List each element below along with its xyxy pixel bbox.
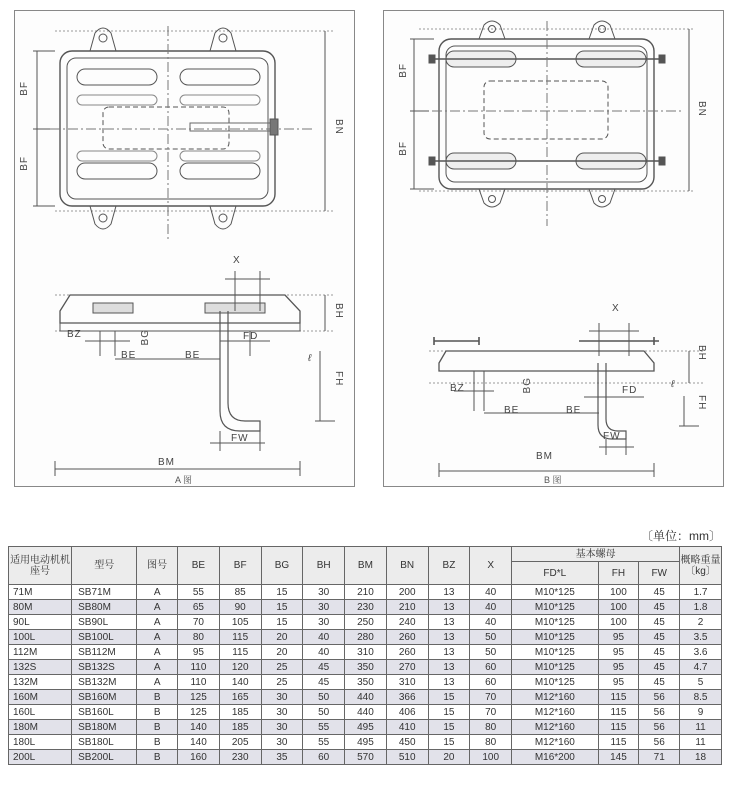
- cell-bg: 15: [261, 615, 303, 630]
- header-figure: 图号: [137, 547, 178, 585]
- cell-fdl: M10*125: [512, 615, 599, 630]
- label-bf-top: BF: [19, 81, 30, 96]
- cell-bm: 495: [345, 735, 387, 750]
- cell-bn: 450: [386, 735, 428, 750]
- cell-be: 70: [178, 615, 220, 630]
- label-bf-bottom: BF: [398, 141, 409, 156]
- table-row: [9, 675, 722, 690]
- cell-bf: 185: [219, 720, 261, 735]
- table-row: [9, 690, 722, 705]
- cell-frame: 90L: [9, 615, 72, 630]
- header-bg: BG: [261, 547, 303, 585]
- cell-bm: 350: [345, 675, 387, 690]
- cell-fw: 56: [639, 720, 680, 735]
- cell-bf: 165: [219, 690, 261, 705]
- label-x: X: [233, 255, 241, 266]
- cell-fw: 45: [639, 660, 680, 675]
- header-bz: BZ: [428, 547, 470, 585]
- cell-bm: 230: [345, 600, 387, 615]
- table-row: [9, 750, 722, 765]
- header-model: 型号: [72, 547, 137, 585]
- diagram-a-drawing: [15, 11, 354, 486]
- cell-be: 95: [178, 645, 220, 660]
- cell-figure: A: [137, 600, 178, 615]
- cell-bm: 350: [345, 660, 387, 675]
- table-row: [9, 645, 722, 660]
- cell-fdl: M12*160: [512, 735, 599, 750]
- caption-a: A 图: [175, 475, 193, 485]
- cell-fdl: M10*125: [512, 660, 599, 675]
- cell-bz: 13: [428, 585, 470, 600]
- label-bg: BG: [140, 329, 151, 346]
- cell-frame: 132M: [9, 675, 72, 690]
- cell-bm: 570: [345, 750, 387, 765]
- cell-frame: 160L: [9, 705, 72, 720]
- label-bm: BM: [158, 457, 175, 468]
- cell-frame: 100L: [9, 630, 72, 645]
- header-fh: FH: [598, 562, 639, 585]
- table-header: [9, 547, 722, 585]
- cell-fdl: M10*125: [512, 675, 599, 690]
- table-body: [9, 585, 722, 765]
- cell-frame: 132S: [9, 660, 72, 675]
- cell-weight: 2: [680, 615, 722, 630]
- cell-bf: 115: [219, 645, 261, 660]
- label-fw: FW: [603, 431, 621, 442]
- cell-weight: 9: [680, 705, 722, 720]
- cell-x: 40: [470, 615, 512, 630]
- cell-bm: 495: [345, 720, 387, 735]
- cell-weight: 18: [680, 750, 722, 765]
- cell-x: 40: [470, 600, 512, 615]
- table-row: [9, 705, 722, 720]
- header-weight: 概略重量〔kg〕: [680, 547, 722, 585]
- cell-bz: 13: [428, 630, 470, 645]
- label-x: X: [612, 303, 620, 314]
- cell-model: SB200L: [72, 750, 137, 765]
- cell-be: 160: [178, 750, 220, 765]
- cell-bz: 13: [428, 645, 470, 660]
- header-fdl: FD*L: [512, 562, 599, 585]
- label-bg: BG: [522, 377, 533, 394]
- cell-bg: 15: [261, 585, 303, 600]
- cell-bf: 120: [219, 660, 261, 675]
- cell-bn: 510: [386, 750, 428, 765]
- cell-fw: 45: [639, 645, 680, 660]
- cell-bf: 85: [219, 585, 261, 600]
- cell-bh: 45: [303, 675, 345, 690]
- cell-bg: 20: [261, 645, 303, 660]
- cell-frame: 71M: [9, 585, 72, 600]
- cell-bf: 185: [219, 705, 261, 720]
- cell-fh: 95: [598, 630, 639, 645]
- cell-model: SB100L: [72, 630, 137, 645]
- cell-bh: 50: [303, 690, 345, 705]
- cell-bz: 15: [428, 690, 470, 705]
- cell-figure: B: [137, 735, 178, 750]
- cell-figure: A: [137, 675, 178, 690]
- cell-bg: 30: [261, 690, 303, 705]
- cell-x: 50: [470, 630, 512, 645]
- label-be-1: BE: [504, 405, 520, 416]
- cell-weight: 8.5: [680, 690, 722, 705]
- cell-model: SB80M: [72, 600, 137, 615]
- cell-be: 140: [178, 720, 220, 735]
- cell-fh: 115: [598, 720, 639, 735]
- cell-bm: 440: [345, 705, 387, 720]
- cell-fh: 115: [598, 705, 639, 720]
- cell-x: 80: [470, 735, 512, 750]
- cell-figure: A: [137, 585, 178, 600]
- cell-be: 110: [178, 660, 220, 675]
- cell-bg: 30: [261, 705, 303, 720]
- cell-weight: 3.5: [680, 630, 722, 645]
- label-be-2: BE: [185, 350, 201, 361]
- cell-model: SB90L: [72, 615, 137, 630]
- cell-bn: 240: [386, 615, 428, 630]
- table-row: [9, 630, 722, 645]
- cell-figure: B: [137, 720, 178, 735]
- cell-frame: 200L: [9, 750, 72, 765]
- cell-fw: 56: [639, 705, 680, 720]
- cell-be: 80: [178, 630, 220, 645]
- table-row: [9, 720, 722, 735]
- cell-bz: 15: [428, 735, 470, 750]
- cell-bn: 200: [386, 585, 428, 600]
- cell-bf: 105: [219, 615, 261, 630]
- cell-model: SB180M: [72, 720, 137, 735]
- label-fd: FD: [622, 385, 638, 396]
- label-bh: BH: [696, 345, 707, 361]
- cell-bn: 410: [386, 720, 428, 735]
- header-be: BE: [178, 547, 220, 585]
- cell-figure: A: [137, 645, 178, 660]
- cell-fh: 95: [598, 645, 639, 660]
- cell-x: 60: [470, 675, 512, 690]
- cell-bn: 260: [386, 630, 428, 645]
- label-bf-top: BF: [398, 63, 409, 78]
- cell-bh: 30: [303, 585, 345, 600]
- cell-fdl: M10*125: [512, 585, 599, 600]
- cell-fw: 56: [639, 735, 680, 750]
- cell-be: 140: [178, 735, 220, 750]
- cell-fh: 115: [598, 735, 639, 750]
- cell-model: SB132S: [72, 660, 137, 675]
- cell-fh: 145: [598, 750, 639, 765]
- cell-bn: 406: [386, 705, 428, 720]
- label-l: ℓ: [308, 353, 313, 364]
- cell-frame: 160M: [9, 690, 72, 705]
- cell-x: 70: [470, 690, 512, 705]
- cell-frame: 180L: [9, 735, 72, 750]
- cell-fh: 100: [598, 600, 639, 615]
- cell-fh: 100: [598, 585, 639, 600]
- cell-bg: 25: [261, 675, 303, 690]
- cell-bh: 45: [303, 660, 345, 675]
- label-bn: BN: [333, 119, 344, 135]
- header-bf: BF: [219, 547, 261, 585]
- cell-bf: 205: [219, 735, 261, 750]
- table-row: [9, 600, 722, 615]
- header-bm: BM: [345, 547, 387, 585]
- diagram-b-drawing: [384, 11, 723, 486]
- diagram-a: [14, 10, 355, 487]
- label-bh: BH: [333, 303, 344, 319]
- cell-bz: 13: [428, 615, 470, 630]
- cell-bf: 230: [219, 750, 261, 765]
- cell-frame: 180M: [9, 720, 72, 735]
- cell-fh: 95: [598, 675, 639, 690]
- cell-fw: 45: [639, 615, 680, 630]
- label-bz: BZ: [67, 329, 82, 340]
- cell-bh: 50: [303, 705, 345, 720]
- cell-bh: 30: [303, 600, 345, 615]
- cell-x: 100: [470, 750, 512, 765]
- cell-fw: 56: [639, 690, 680, 705]
- cell-x: 50: [470, 645, 512, 660]
- cell-bg: 15: [261, 600, 303, 615]
- cell-model: SB160L: [72, 705, 137, 720]
- cell-bm: 250: [345, 615, 387, 630]
- cell-bh: 30: [303, 615, 345, 630]
- cell-fdl: M12*160: [512, 705, 599, 720]
- cell-weight: 3.6: [680, 645, 722, 660]
- cell-fw: 45: [639, 630, 680, 645]
- cell-bn: 210: [386, 600, 428, 615]
- cell-bz: 13: [428, 600, 470, 615]
- table-row: [9, 585, 722, 600]
- cell-figure: B: [137, 690, 178, 705]
- cell-x: 70: [470, 705, 512, 720]
- label-l: ℓ: [671, 379, 676, 390]
- cell-figure: A: [137, 630, 178, 645]
- cell-bg: 30: [261, 735, 303, 750]
- cell-be: 125: [178, 705, 220, 720]
- cell-fh: 115: [598, 690, 639, 705]
- cell-be: 125: [178, 690, 220, 705]
- cell-model: SB160M: [72, 690, 137, 705]
- cell-bm: 210: [345, 585, 387, 600]
- table-row: [9, 615, 722, 630]
- label-bm: BM: [536, 451, 553, 462]
- cell-fdl: M12*160: [512, 690, 599, 705]
- cell-bh: 40: [303, 645, 345, 660]
- cell-bm: 280: [345, 630, 387, 645]
- cell-model: SB180L: [72, 735, 137, 750]
- diagram-b: [383, 10, 724, 487]
- cell-be: 55: [178, 585, 220, 600]
- cell-fw: 45: [639, 585, 680, 600]
- cell-bf: 140: [219, 675, 261, 690]
- header-frame: 适用电动机机座号: [9, 547, 72, 585]
- cell-figure: A: [137, 660, 178, 675]
- cell-bn: 310: [386, 675, 428, 690]
- label-be-1: BE: [121, 350, 137, 361]
- spec-table: [8, 546, 722, 765]
- cell-bh: 55: [303, 720, 345, 735]
- cell-figure: B: [137, 705, 178, 720]
- label-bf-bottom: BF: [19, 156, 30, 171]
- cell-weight: 11: [680, 720, 722, 735]
- cell-figure: A: [137, 615, 178, 630]
- cell-be: 110: [178, 675, 220, 690]
- cell-bz: 13: [428, 660, 470, 675]
- cell-fw: 45: [639, 600, 680, 615]
- cell-bn: 260: [386, 645, 428, 660]
- cell-bh: 40: [303, 630, 345, 645]
- cell-bf: 115: [219, 630, 261, 645]
- cell-fdl: M12*160: [512, 720, 599, 735]
- cell-fw: 45: [639, 675, 680, 690]
- cell-bn: 270: [386, 660, 428, 675]
- cell-model: SB71M: [72, 585, 137, 600]
- label-bz: BZ: [450, 383, 465, 394]
- caption-b: B 图: [544, 475, 562, 485]
- cell-fh: 95: [598, 660, 639, 675]
- table-row: [9, 735, 722, 750]
- cell-weight: 1.8: [680, 600, 722, 615]
- header-fw: FW: [639, 562, 680, 585]
- cell-bn: 366: [386, 690, 428, 705]
- cell-bz: 13: [428, 675, 470, 690]
- cell-bg: 30: [261, 720, 303, 735]
- cell-bg: 20: [261, 630, 303, 645]
- label-fh: FH: [333, 371, 344, 387]
- label-bn: BN: [696, 101, 707, 117]
- cell-frame: 80M: [9, 600, 72, 615]
- cell-bh: 60: [303, 750, 345, 765]
- cell-x: 80: [470, 720, 512, 735]
- label-fw: FW: [231, 433, 249, 444]
- label-fh: FH: [696, 395, 707, 411]
- unit-note: 〔单位：mm〕: [641, 529, 721, 543]
- cell-be: 65: [178, 600, 220, 615]
- cell-x: 60: [470, 660, 512, 675]
- header-x: X: [470, 547, 512, 585]
- cell-bf: 90: [219, 600, 261, 615]
- cell-frame: 112M: [9, 645, 72, 660]
- cell-bm: 310: [345, 645, 387, 660]
- cell-fdl: M10*125: [512, 600, 599, 615]
- cell-bz: 15: [428, 705, 470, 720]
- cell-weight: 4.7: [680, 660, 722, 675]
- label-fd: FD: [243, 331, 259, 342]
- cell-model: SB132M: [72, 675, 137, 690]
- cell-weight: 5: [680, 675, 722, 690]
- cell-bz: 20: [428, 750, 470, 765]
- cell-fdl: M10*125: [512, 645, 599, 660]
- cell-x: 40: [470, 585, 512, 600]
- cell-figure: B: [137, 750, 178, 765]
- cell-fdl: M10*125: [512, 630, 599, 645]
- header-nut: 基本螺母: [512, 547, 680, 562]
- cell-bh: 55: [303, 735, 345, 750]
- label-be-2: BE: [566, 405, 582, 416]
- cell-bg: 35: [261, 750, 303, 765]
- cell-bg: 25: [261, 660, 303, 675]
- cell-model: SB112M: [72, 645, 137, 660]
- cell-bz: 15: [428, 720, 470, 735]
- cell-fh: 100: [598, 615, 639, 630]
- table-row: [9, 660, 722, 675]
- header-bn: BN: [386, 547, 428, 585]
- cell-fdl: M16*200: [512, 750, 599, 765]
- cell-weight: 11: [680, 735, 722, 750]
- header-bh: BH: [303, 547, 345, 585]
- cell-bm: 440: [345, 690, 387, 705]
- cell-weight: 1.7: [680, 585, 722, 600]
- cell-fw: 71: [639, 750, 680, 765]
